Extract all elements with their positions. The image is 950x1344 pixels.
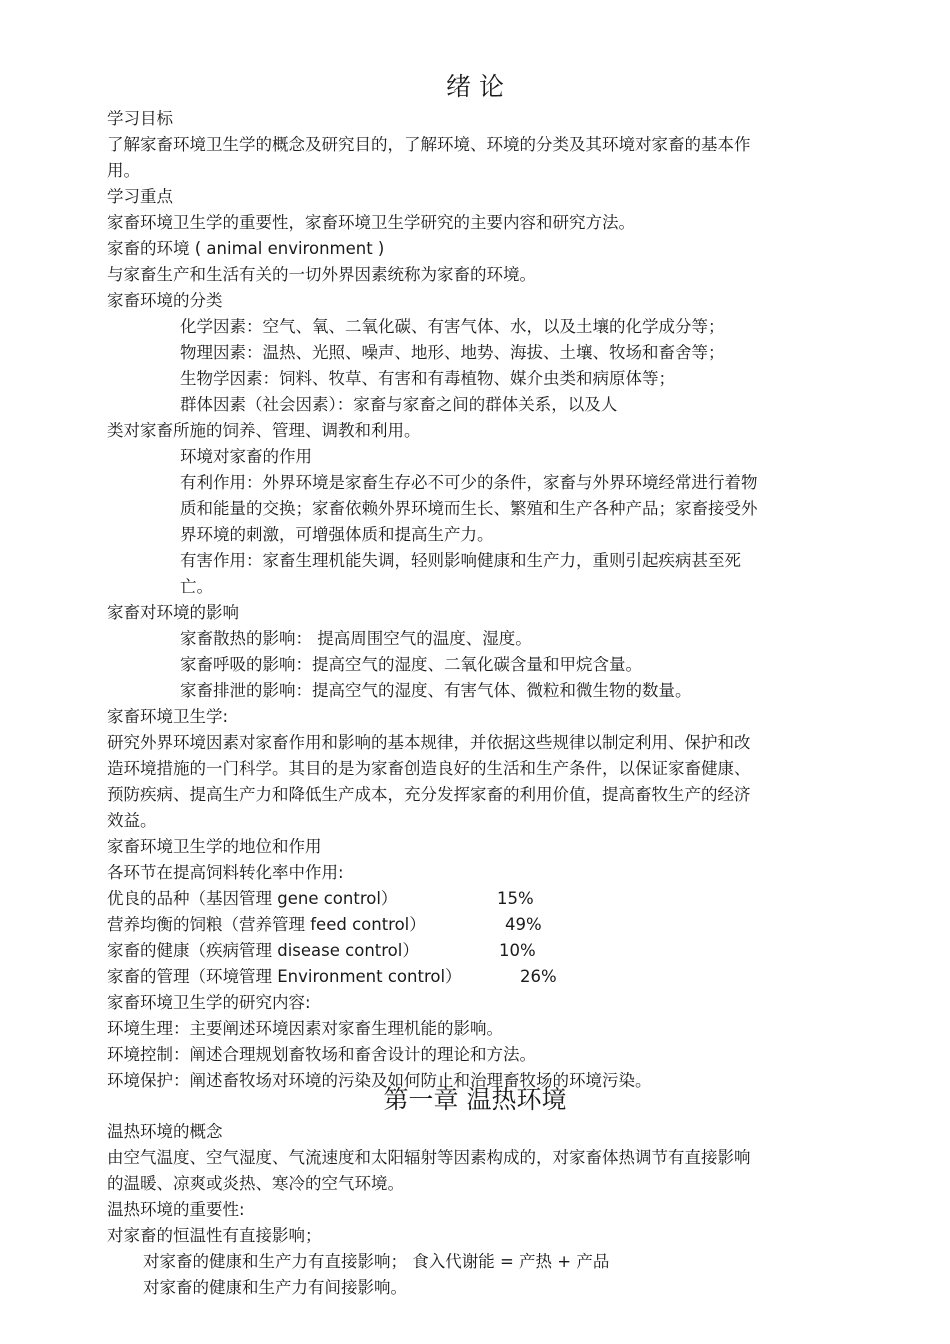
benefit-line: 有利作用：外界环境是家畜生存必不可少的条件，家畜与外界环境经常进行着物 (180, 473, 758, 492)
factor-percent: 26% (520, 967, 557, 986)
definition-line: 造环境措施的一门科学。其目的是为家畜创造良好的生活和生产条件，以保证家畜健康、 (107, 759, 751, 778)
importance-heading: 温热环境的重要性: (107, 1200, 245, 1219)
env-heading: 家畜的环境 ( animal environment ) (107, 239, 385, 258)
factor-row (107, 938, 857, 964)
class-item: 群体因素（社会因素）：家畜与家畜之间的群体关系，以及人 (180, 395, 618, 414)
content-item: 环境控制：阐述合理规划畜牧场和畜舍设计的理论和方法。 (107, 1045, 536, 1064)
impact-item: 家畜散热的影响： 提高周围空气的温度、湿度。 (180, 629, 532, 648)
factor-percent: 15% (497, 889, 534, 908)
factor-row (107, 912, 857, 938)
content-item: 环境保护：阐述畜牧场对环境的污染及如何防止和治理畜牧场的环境污染。 (107, 1071, 652, 1090)
factor-label: 优良的品种（基因管理 gene control） (107, 889, 398, 908)
role-heading: 家畜环境卫生学的地位和作用 (107, 837, 322, 856)
importance-item: 对家畜的健康和生产力有直接影响； 食入代谢能 = 产热 + 产品 (143, 1252, 610, 1271)
class-item: 生物学因素：饲料、牧草、有害和有毒植物、媒介虫类和病原体等； (180, 369, 675, 388)
definition-line: 预防疾病、提高生产力和降低生产成本，充分发挥家畜的利用价值，提高畜牧生产的经济 (107, 785, 751, 804)
impact-item: 家畜呼吸的影响：提高空气的湿度、二氧化碳含量和甲烷含量。 (180, 655, 642, 674)
factor-label: 营养均衡的饲粮（营养管理 feed control） (107, 915, 426, 934)
effect-heading: 环境对家畜的作用 (180, 447, 312, 466)
focus-text: 家畜环境卫生学的重要性，家畜环境卫生学研究的主要内容和研究方法。 (107, 213, 635, 232)
factor-percent: 49% (505, 915, 542, 934)
definition-line: 效益。 (107, 811, 157, 830)
factor-label: 家畜的健康（疾病管理 disease control） (107, 941, 419, 960)
concept-heading: 温热环境的概念 (107, 1122, 223, 1141)
focus-heading: 学习重点 (107, 187, 173, 206)
class-item-cont: 类对家畜所施的饲养、管理、调教和利用。 (107, 421, 421, 440)
content-item: 环境生理：主要阐述环境因素对家畜生理机能的影响。 (107, 1019, 503, 1038)
benefit-line: 质和能量的交换；家畜依赖外界环境而生长、繁殖和生产各种产品；家畜接受外 (180, 499, 758, 518)
factor-label: 家畜的管理（环境管理 Environment control） (107, 967, 462, 986)
role-subheading: 各环节在提高饲料转化率中作用: (107, 863, 344, 882)
concept-line: 的温暖、凉爽或炎热、寒冷的空气环境。 (107, 1174, 404, 1193)
definition-heading: 家畜环境卫生学: (107, 707, 229, 726)
env-text: 与家畜生产和生活有关的一切外界因素统称为家畜的环境。 (107, 265, 536, 284)
factor-row (107, 964, 857, 990)
importance-item: 对家畜的健康和生产力有间接影响。 (143, 1278, 407, 1297)
factor-row (107, 886, 857, 912)
harm-line: 亡。 (180, 577, 213, 596)
intro-title: 绪 论 (446, 72, 504, 101)
impact-heading: 家畜对环境的影响 (107, 603, 239, 622)
goal-text-cont: 用。 (107, 161, 140, 180)
content-heading: 家畜环境卫生学的研究内容: (107, 993, 311, 1012)
goal-heading: 学习目标 (107, 109, 173, 128)
class-heading: 家畜环境的分类 (107, 291, 223, 310)
harm-line: 有害作用：家畜生理机能失调，轻则影响健康和生产力，重则引起疾病甚至死 (180, 551, 741, 570)
factor-percent: 10% (499, 941, 536, 960)
definition-line: 研究外界环境因素对家畜作用和影响的基本规律，并依据这些规律以制定利用、保护和改 (107, 733, 751, 752)
class-item: 化学因素：空气、氧、二氧化碳、有害气体、水，以及土壤的化学成分等； (180, 317, 725, 336)
concept-line: 由空气温度、空气湿度、气流速度和太阳辐射等因素构成的，对家畜体热调节有直接影响 (107, 1148, 751, 1167)
importance-item: 对家畜的恒温性有直接影响； (107, 1226, 322, 1245)
chapter-title: 第一章 温热环境 (383, 1085, 567, 1114)
goal-text: 了解家畜环境卫生学的概念及研究目的，了解环境、环境的分类及其环境对家畜的基本作 (107, 135, 751, 154)
class-item: 物理因素：温热、光照、噪声、地形、地势、海拔、土壤、牧场和畜舍等； (180, 343, 725, 362)
benefit-line: 界环境的刺激，可增强体质和提高生产力。 (180, 525, 494, 544)
impact-item: 家畜排泄的影响：提高空气的湿度、有害气体、微粒和微生物的数量。 (180, 681, 692, 700)
